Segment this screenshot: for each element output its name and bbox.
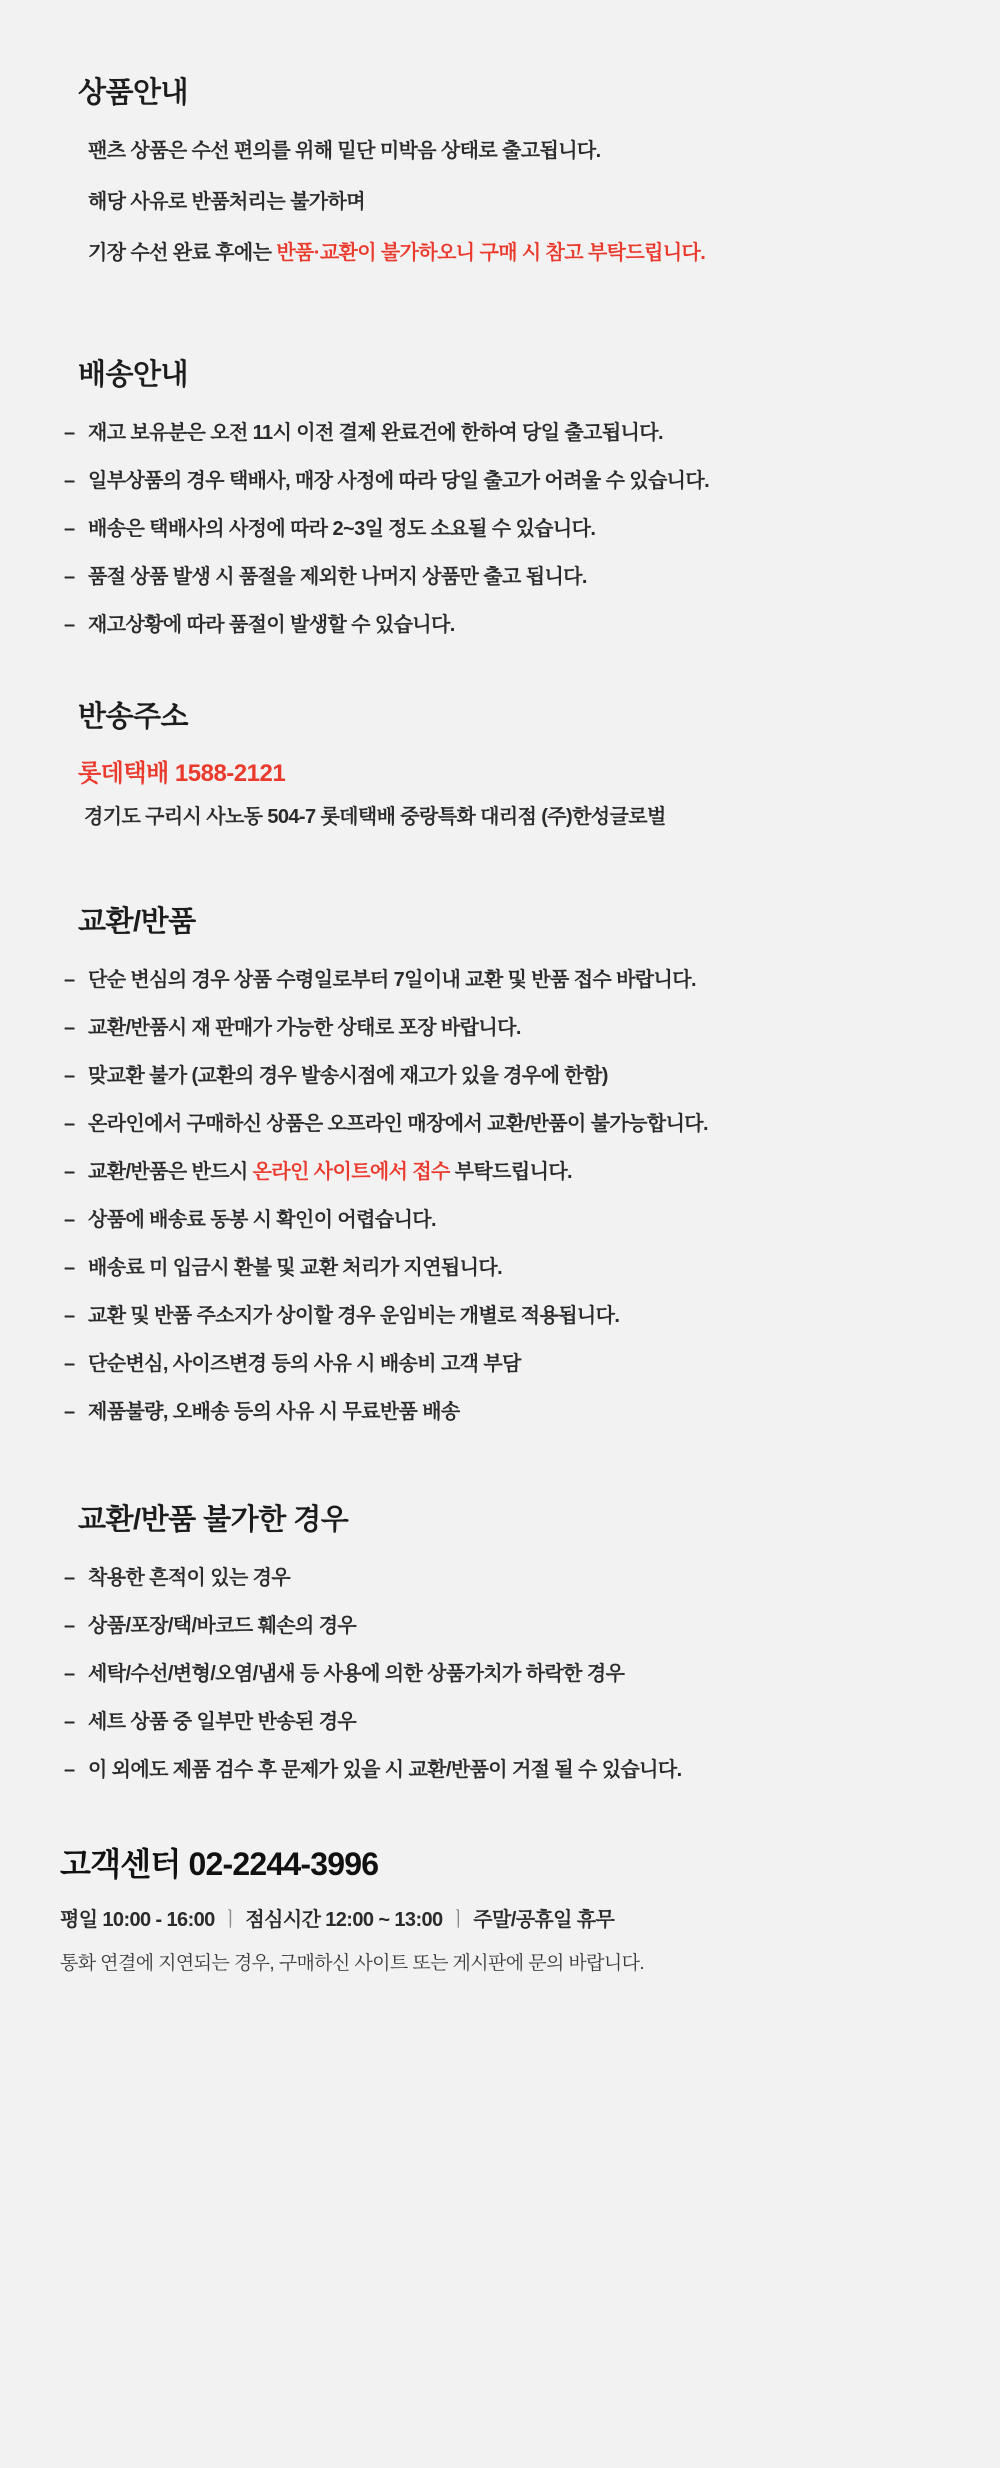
section-return-address — [60, 694, 940, 829]
list-item: – 이 외에도 제품 검수 후 문제가 있을 시 교환/반품이 거절 될 수 있습니다. — [60, 1756, 940, 1785]
list-item: – 재고상황에 따라 품절이 발생할 수 있습니다. — [60, 611, 940, 640]
highlight-red-text: 온라인 사이트에서 접수 — [252, 1161, 450, 1183]
list-item: – 배송료 미 입금시 환불 및 교환 처리가 지연됩니다. — [60, 1254, 940, 1283]
section-product-notice — [60, 70, 940, 268]
section-delivery — [60, 352, 940, 640]
hours-holiday: 주말/공휴일 휴무 — [473, 1909, 615, 1931]
list-item: – 교환/반품시 재 판매가 가능한 상태로 포장 바랍니다. — [60, 1014, 940, 1043]
hours-lunch: 점심시간 12:00 ~ 13:00 — [245, 1909, 443, 1931]
list-item: – 상품/포장/택/바코드 훼손의 경우 — [60, 1612, 940, 1641]
list-item: – 상품에 배송료 동봉 시 확인이 어렵습니다. — [60, 1206, 940, 1235]
list-item: – 맞교환 불가 (교환의 경우 발송시점에 재고가 있을 경우에 한함) — [60, 1062, 940, 1091]
not-allowed-list — [60, 1564, 940, 1785]
highlight-prefix: 교환/반품은 반드시 — [88, 1161, 253, 1183]
section-title-return-address: 반송주소 — [78, 701, 189, 733]
customer-center-note: 통화 연결에 지연되는 경우, 구매하신 사이트 또는 게시판에 문의 바랍니다. — [60, 1953, 645, 1974]
section-title-exchange-return: 교환/반품 — [78, 906, 196, 938]
section-title-product-notice: 상품안내 — [78, 77, 189, 109]
hours-separator-1: ㅣ — [220, 1909, 240, 1931]
customer-center-hours — [60, 1903, 940, 1932]
list-item: 해당 사유로 반품처리는 불가하며 — [88, 191, 365, 213]
highlight-suffix: 부탁드립니다. — [449, 1161, 572, 1183]
list-item: 팬츠 상품은 수선 편의를 위해 밑단 미박음 상태로 출고됩니다. — [88, 140, 601, 162]
list-item: – 단순변심, 사이즈변경 등의 사유 시 배송비 고객 부담 — [60, 1350, 940, 1379]
return-address-text: 경기도 구리시 사노동 504-7 롯데택배 중랑특화 대리점 (주)한성글로벌 — [84, 806, 666, 828]
list-item: – 배송은 택배사의 사정에 따라 2~3일 정도 소요될 수 있습니다. — [60, 515, 940, 544]
section-title-not-allowed: 교환/반품 불가한 경우 — [78, 1504, 349, 1536]
section-exchange-return — [60, 899, 940, 1427]
list-item: – 세트 상품 중 일부만 반송된 경우 — [60, 1708, 940, 1737]
hours-weekday: 평일 10:00 - 16:00 — [60, 1909, 215, 1931]
list-item: – 제품불량, 오배송 등의 사유 시 무료반품 배송 — [60, 1398, 940, 1427]
list-item: – 재고 보유분은 오전 11시 이전 결제 완료건에 한하여 당일 출고됩니다. — [60, 419, 940, 448]
highlight-red-text: 반품·교환이 불가하오니 구매 시 참고 부탁드립니다. — [276, 242, 706, 264]
list-item: – 교환 및 반품 주소지가 상이할 경우 운임비는 개별로 적용됩니다. — [60, 1302, 940, 1331]
customer-center-title: 고객센터 02-2244-3996 — [60, 1846, 379, 1882]
list-item: – 품절 상품 발생 시 품절을 제외한 나머지 상품만 출고 됩니다. — [60, 563, 940, 592]
section-title-delivery: 배송안내 — [78, 359, 189, 391]
list-item: – 세탁/수선/변형/오염/냄새 등 사용에 의한 상품가치가 하락한 경우 — [60, 1660, 940, 1689]
product-notice-list — [60, 137, 940, 268]
list-item-highlight — [60, 239, 940, 268]
courier-phone: 롯데택배 1588-2121 — [78, 760, 286, 787]
highlight-prefix: 기장 수선 완료 후에는 — [88, 242, 277, 264]
list-item: – 착용한 흔적이 있는 경우 — [60, 1564, 940, 1593]
customer-center-footer — [60, 1839, 940, 1975]
list-item: – 일부상품의 경우 택배사, 매장 사정에 따라 당일 출고가 어려울 수 있습니다. — [60, 467, 940, 496]
list-item: – 온라인에서 구매하신 상품은 오프라인 매장에서 교환/반품이 불가능합니다. — [60, 1110, 940, 1139]
list-item-highlight — [60, 1158, 940, 1187]
section-not-allowed — [60, 1497, 940, 1785]
delivery-list — [60, 419, 940, 640]
list-item: – 단순 변심의 경우 상품 수령일로부터 7일이내 교환 및 반품 접수 바랍니다. — [60, 966, 940, 995]
exchange-return-list — [60, 966, 940, 1427]
hours-separator-2: ㅣ — [448, 1909, 468, 1931]
